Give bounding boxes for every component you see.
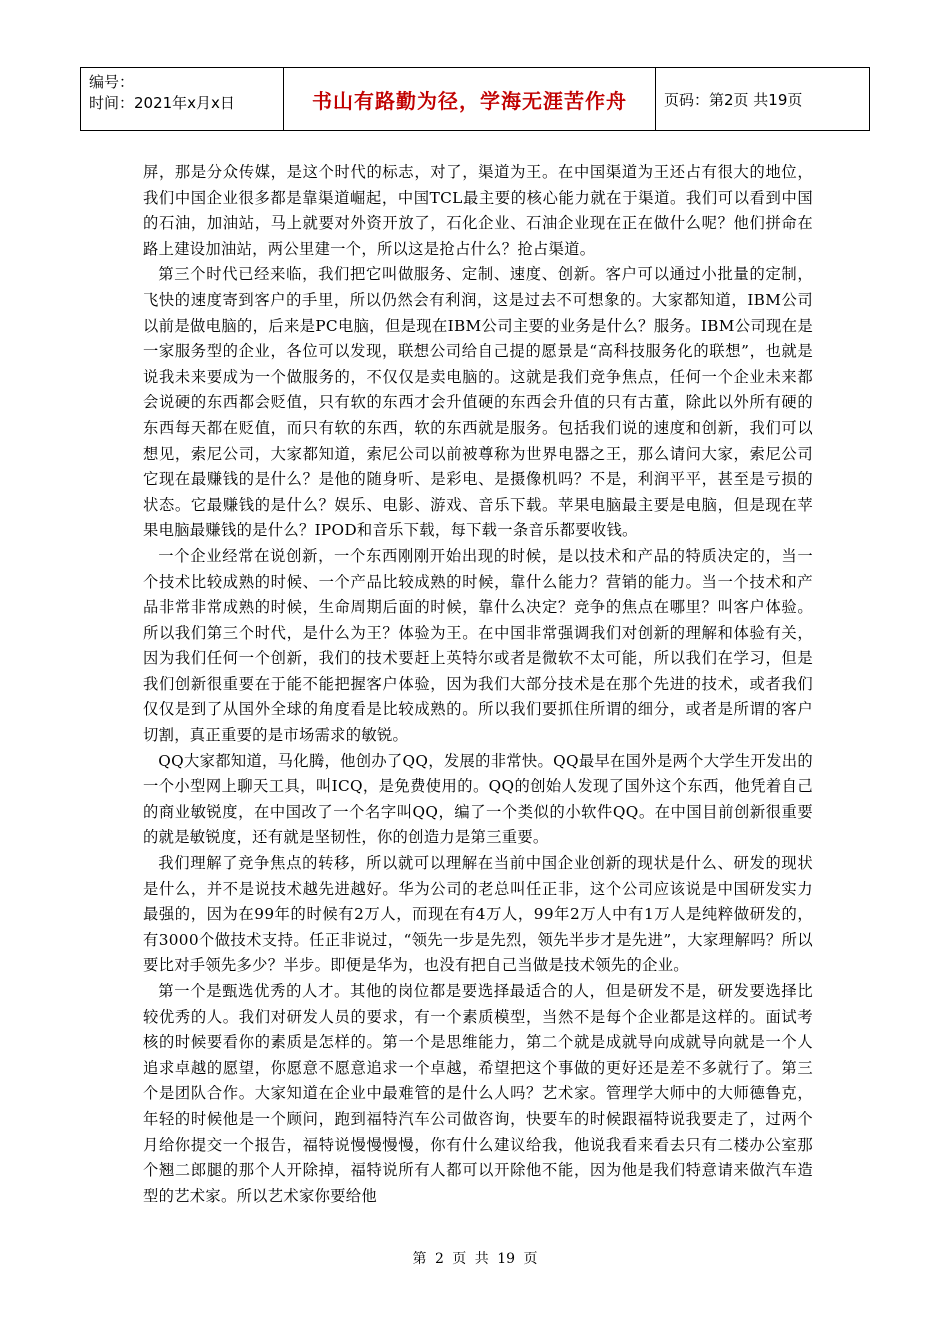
page-header xyxy=(80,67,870,131)
document-date-label: 时间：2021年x月x日 xyxy=(89,94,235,112)
document-number-label: 编号： xyxy=(89,73,135,91)
body-paragraph: 第三个时代已经来临，我们把它叫做服务、定制、速度、创新。客户可以通过小批量的定制，飞快的速度寄到客户的手里，所以仍然会有利润，这是过去不可想象的。大家都知道，IBM公司以前是做电脑的，后来是PC电脑，但是现在IBM公司主要的业务是什么？服务。IBM公司现在是一家服务型的企业，各位可以发现，联想公司给自己提的愿景是“高科技服务化的联想”，也就是说我未来要成为一个做服务的，不仅仅是卖电脑的。这就是我们竞争焦点，任何一个企业未来都会说硬的东西都会贬值，只有软的东西才会升值硬的东西会升值的只有古董，除此以外所有硬的东西每天都在贬值，而只有软的东西，软的东西就是服务。包括我们说的速度和创新，我们可以想见，索尼公司，大家都知道，索尼公司以前被尊称为世界电器之王，那么请问大家，索尼公司它现在最赚钱的是什么？是他的随身听、是彩电、是摄像机吗？不是，利润平平，甚至是亏损的状态。它最赚钱的是什么？娱乐、电影、游戏、音乐下载。苹果电脑最主要是电脑，但是现在苹果电脑最赚钱的是什么？IPOD和音乐下载，每下载一条音乐都要收钱。 xyxy=(143,265,813,540)
body-paragraph: 第一个是甄选优秀的人才。其他的岗位都是要选择最适合的人，但是研发不是，研发要选择比较优秀的人。我们对研发人员的要求，有一个素质模型，当然不是每个企业都是这样的。面试考核的时候要看你的素质是怎样的。第一个是思维能力，第二个就是成就导向成就导向就是一个人追求卓越的愿望，你愿意不愿意追求一个卓越，希望把这个事做的更好还是差不多就行了。第三个是团队合作。大家知道在企业中最难管的是什么人吗？艺术家。管理学大师中的大师德鲁克，年轻的时候他是一个顾问，跑到福特汽车公司做咨询，快要车的时候跟福特说我要走了，过两个月给你提交一个报告，福特说慢慢慢慢，你有什么建议给我，他说我看来看去只有二楼办公室那个翘二郎腿的那个人开除掉，福特说所有人都可以开除他不能，因为他是我们特意请来做汽车造型的艺术家。所以艺术家你要给他 xyxy=(143,982,813,1205)
body-paragraph: 我们理解了竞争焦点的转移，所以就可以理解在当前中国企业创新的现状是什么、研发的现状是什么，并不是说技术越先进越好。华为公司的老总叫任正非，这个公司应该说是中国研发实力最强的，因为在99年的时候有2万人，而现在有4万人，99年2万人中有1万人是纯粹做研发的，有3000个做技术支持。任正非说过，“领先一步是先烈，领先半步才是先进”，大家理解吗？所以要比对手领先多少？半步。即便是华为，也没有把自己当做是技术领先的企业。 xyxy=(143,854,813,975)
page-footer: 第 2 页 共 19 页 xyxy=(412,1251,538,1267)
body-paragraph: QQ大家都知道，马化腾，他创办了QQ，发展的非常快。QQ最早在国外是两个大学生开发出的一个小型网上聊天工具，叫ICQ，是免费使用的。QQ的创始人发现了国外这个东西，他凭着自己的商业敏锐度，在中国改了一个名字叫QQ，编了一个类似的小软件QQ。在中国目前创新很重要的就是敏锐度，还有就是坚韧性，你的创造力是第三重要。 xyxy=(143,751,813,847)
header-motto: 书山有路勤为径，学海无涯苦作舟 xyxy=(284,68,656,130)
header-meta xyxy=(81,68,284,130)
document-body xyxy=(143,160,813,1209)
header-page-number: 页码：第2页 共19页 xyxy=(664,90,803,109)
body-paragraph: 一个企业经常在说创新，一个东西刚刚开始出现的时候，是以技术和产品的特质决定的，当一个技术比较成熟的时候、一个产品比较成熟的时候，靠什么能力？营销的能力。当一个技术和产品非常非常成熟的时候，生命周期后面的时候，靠什么决定？竞争的焦点在哪里？叫客户体验。所以我们第三个时代，是什么为王？体验为王。在中国非常强调我们对创新的理解和体验有关，因为我们任何一个创新，我们的技术要赶上英特尔或者是微软不太可能，所以我们在学习，但是我们创新很重要在于能不能把握客户体验，因为我们大部分技术是在那个先进的技术，或者我们仅仅是到了从国外全球的角度看是比较成熟的。所以我们要抓住所谓的细分，或者是所谓的客户切割，真正重要的是市场需求的敏锐。 xyxy=(143,546,813,745)
body-paragraph: 屏，那是分众传媒，是这个时代的标志，对了，渠道为王。在中国渠道为王还占有很大的地位，我们中国企业很多都是靠渠道崛起，中国TCL最主要的核心能力就在于渠道。我们可以看到中国的石油，加油站，马上就要对外资开放了，石化企业、石油企业现在正在做什么呢？他们拼命在路上建设加油站，两公里建一个，所以这是抢占什么？抢占渠道。 xyxy=(143,163,813,258)
